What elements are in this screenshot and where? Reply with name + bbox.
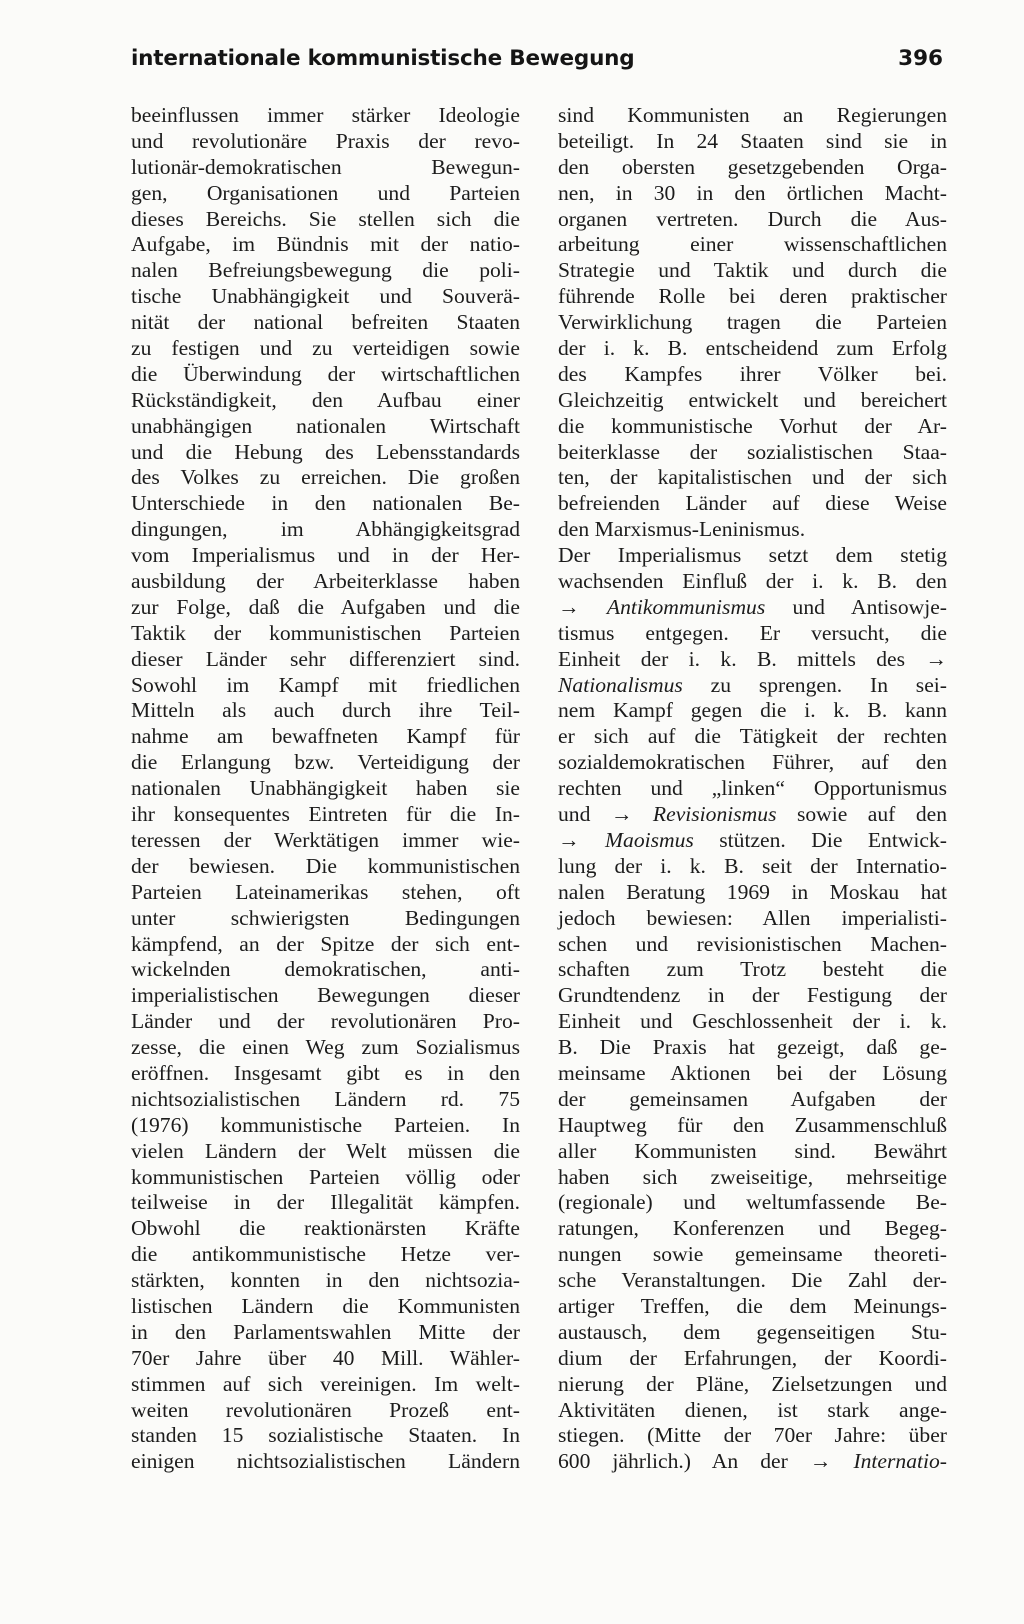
text-line: artiger Treffen, die dem Meinungs-: [558, 1293, 947, 1318]
header-title: internationale kommunistische Bewegung: [131, 46, 635, 71]
text-line: haben sich zweiseitige, mehrseitige: [558, 1164, 947, 1189]
text-line: Taktik der kommunistischen Parteien: [131, 620, 520, 645]
text-line: nationalen Unabhängigkeit haben sie: [131, 776, 520, 801]
text-line: stiegen. (Mitte der 70er Jahre: über: [558, 1423, 947, 1448]
text-line: Unterschiede in den nationalen Be-: [131, 491, 520, 516]
text-line: Sowohl im Kampf mit friedlichen: [131, 672, 520, 697]
text-line: weiten revolutionären Prozeß ent-: [131, 1397, 520, 1422]
text-line: lung der i. k. B. seit der Internatio-: [558, 853, 947, 878]
text-line: nität der national befreiten Staaten: [131, 310, 520, 335]
text-line: rechten und „linken“ Opportunismus: [558, 776, 947, 801]
text-line: Obwohl die reaktionärsten Kräfte: [131, 1216, 520, 1241]
text-line: des Kampfes ihrer Völker bei.: [558, 361, 947, 386]
text-line: gen, Organisationen und Parteien: [131, 180, 520, 205]
text-line: [558, 828, 947, 854]
text-line: stärkten, konnten in den nichtsozia-: [131, 1268, 520, 1293]
text-line: Parteien Lateinamerikas stehen, oft: [131, 879, 520, 904]
italic-term: Nationalismus: [558, 672, 683, 697]
text-line: arbeitung einer wissenschaftlichen: [558, 232, 947, 257]
text-line: Rückständigkeit, den Aufbau einer: [131, 387, 520, 412]
text-line: meinsame Aktionen bei der Lösung: [558, 1060, 947, 1085]
text-line: schaften zum Trotz besteht die: [558, 957, 947, 982]
text-line: Länder und der revolutionären Pro-: [131, 1009, 520, 1034]
text-line: ihr konsequentes Eintreten für die In-: [131, 802, 520, 827]
text-line: Strategie und Taktik und durch die: [558, 258, 947, 283]
text-line: dieses Bereichs. Sie stellen sich die: [131, 206, 520, 231]
text-line: Gleichzeitig entwickelt und bereichert: [558, 387, 947, 412]
text-line: Einheit der i. k. B. mittels des →: [558, 646, 947, 671]
text-line: Der Imperialismus setzt dem stetig: [558, 543, 947, 568]
text-line: der gemeinsamen Aufgaben der: [558, 1086, 947, 1111]
text-fragment: zu sprengen. In sei-: [682, 672, 947, 697]
text-line: ratungen, Konferenzen und Begeg-: [558, 1216, 947, 1241]
italic-term: Internatio-: [853, 1449, 947, 1474]
text-line: der i. k. B. entscheidend zum Erfolg: [558, 336, 947, 361]
text-line: listischen Ländern die Kommunisten: [131, 1293, 520, 1318]
text-line: Aktivitäten dienen, ist stark ange-: [558, 1397, 947, 1422]
text-line: dieser Länder sehr differenziert sind.: [131, 646, 520, 671]
text-line: wickelnden demokratischen, anti-: [131, 957, 520, 982]
text-line: stimmen auf sich vereinigen. Im welt-: [131, 1371, 520, 1396]
text-line: vielen Ländern der Welt müssen die: [131, 1138, 520, 1163]
right-text-column: [558, 103, 947, 1475]
text-line: sche Veranstaltungen. Die Zahl der-: [558, 1268, 947, 1293]
text-line: in den Parlamentswahlen Mitte der: [131, 1319, 520, 1344]
text-line: nahme am bewaffneten Kampf für: [131, 724, 520, 749]
text-line: beiterklasse der sozialistischen Staa-: [558, 439, 947, 464]
left-text-column: [131, 103, 520, 1475]
text-line: führende Rolle bei deren praktischer: [558, 284, 947, 309]
text-line: organen vertreten. Durch die Aus-: [558, 206, 947, 231]
text-line: teressen der Werktätigen immer wie-: [131, 827, 520, 852]
text-line: beeinflussen immer stärker Ideologie: [131, 103, 520, 127]
text-line: standen 15 sozialistische Staaten. In: [131, 1423, 520, 1448]
text-line: Aufgabe, im Bündnis mit der natio-: [131, 232, 520, 257]
text-line: jedoch bewiesen: Allen imperialisti-: [558, 905, 947, 930]
text-line: tische Unabhängigkeit und Souverä-: [131, 284, 520, 309]
text-line: austausch, dem gegenseitigen Stu-: [558, 1319, 947, 1344]
text-line: unabhängigen nationalen Wirtschaft: [131, 413, 520, 438]
text-line: den obersten gesetzgebenden Orga-: [558, 154, 947, 179]
text-line: [558, 673, 947, 699]
text-line: lutionär-demokratischen Bewegun-: [131, 154, 520, 179]
text-line: der bewiesen. Die kommunistischen: [131, 853, 520, 878]
text-line: unter schwierigsten Bedingungen: [131, 905, 520, 930]
text-line: kommunistischen Parteien völlig oder: [131, 1164, 520, 1189]
text-line: teilweise in der Illegalität kämpfen.: [131, 1190, 520, 1215]
text-line: [558, 1449, 947, 1475]
italic-term: Antikommunismus: [606, 594, 766, 619]
text-line: einigen nichtsozialistischen Ländern: [131, 1449, 520, 1474]
text-line: B. Die Praxis hat gezeigt, daß ge-: [558, 1035, 947, 1060]
text-line: dingungen, im Abhängigkeitsgrad: [131, 517, 520, 542]
text-line: sozialdemokratischen Führer, auf den: [558, 750, 947, 775]
text-line: Grundtendenz in der Festigung der: [558, 983, 947, 1008]
text-line: die antikommunistische Hetze ver-: [131, 1242, 520, 1267]
text-fragment: und →: [558, 802, 653, 827]
text-line: den Marxismus-Leninismus.: [558, 517, 806, 542]
text-line: nichtsozialistischen Ländern rd. 75: [131, 1086, 520, 1111]
text-line: sind Kommunisten an Regierungen: [558, 103, 947, 127]
text-line: er sich auf die Tätigkeit der rechten: [558, 724, 947, 749]
text-line: (regionale) und weltumfassende Be-: [558, 1190, 947, 1215]
text-line: (1976) kommunistische Parteien. In: [131, 1112, 520, 1137]
text-line: eröffnen. Insgesamt gibt es in den: [131, 1060, 520, 1085]
text-line: beteiligt. In 24 Staaten sind sie in: [558, 128, 947, 153]
text-line: ausbildung der Arbeiterklasse haben: [131, 569, 520, 594]
text-fragment: →: [558, 594, 607, 619]
italic-term: Revisionismus: [652, 802, 777, 827]
text-line: die kommunistische Vorhut der Ar-: [558, 413, 947, 438]
text-line: Mitteln als auch durch ihre Teil-: [131, 698, 520, 723]
text-line: [558, 802, 947, 828]
text-line: Hauptweg für den Zusammenschluß: [558, 1112, 947, 1137]
text-line: nalen Befreiungsbewegung die poli-: [131, 258, 520, 283]
text-line: imperialistischen Bewegungen dieser: [131, 983, 520, 1008]
page-number: 396: [898, 46, 943, 71]
text-line: nierung der Pläne, Zielsetzungen und: [558, 1371, 947, 1396]
text-line: vom Imperialismus und in der Her-: [131, 543, 520, 568]
text-line: wachsenden Einfluß der i. k. B. den: [558, 569, 947, 594]
text-line: dium der Erfahrungen, der Koordi-: [558, 1345, 947, 1370]
text-line: Einheit und Geschlossenheit der i. k.: [558, 1009, 947, 1034]
text-fragment: sowie auf den: [776, 802, 948, 827]
text-line: nem Kampf gegen die i. k. B. kann: [558, 698, 947, 723]
text-fragment: 600 jährlich.) An der →: [558, 1449, 854, 1474]
text-line: 70er Jahre über 40 Mill. Wähler-: [131, 1345, 520, 1370]
text-line: schen und revisionistischen Machen-: [558, 931, 947, 956]
text-fragment: →: [558, 827, 606, 852]
text-line: nungen sowie gemeinsame theoreti-: [558, 1242, 947, 1267]
text-line: befreienden Länder auf diese Weise: [558, 491, 947, 516]
text-line: zesse, die einen Weg zum Sozialismus: [131, 1035, 520, 1060]
text-line: nen, in 30 in den örtlichen Macht-: [558, 180, 947, 205]
text-line: die Erlangung bzw. Verteidigung der: [131, 750, 520, 775]
text-line: und revolutionäre Praxis der revo-: [131, 128, 520, 153]
text-line: zu festigen und zu verteidigen sowie: [131, 336, 520, 361]
text-line: Verwirklichung tragen die Parteien: [558, 310, 947, 335]
text-line: tismus entgegen. Er versucht, die: [558, 620, 947, 645]
text-line: und die Hebung des Lebensstandards: [131, 439, 520, 464]
text-line: aller Kommunisten sind. Bewährt: [558, 1138, 947, 1163]
text-line: die Überwindung der wirtschaftlichen: [131, 361, 520, 386]
text-fragment: und Antisowje-: [765, 594, 947, 619]
text-line: nalen Beratung 1969 in Moskau hat: [558, 879, 947, 904]
italic-term: Maoismus: [605, 827, 694, 852]
text-line: des Volkes zu erreichen. Die großen: [131, 465, 520, 490]
text-line: ten, der kapitalistischen und der sich: [558, 465, 947, 490]
text-line: [558, 595, 947, 621]
text-fragment: stützen. Die Entwick-: [693, 827, 947, 852]
text-line: zur Folge, daß die Aufgaben und die: [131, 594, 520, 619]
running-header: [131, 46, 943, 86]
text-line: kämpfend, an der Spitze der sich ent-: [131, 931, 520, 956]
